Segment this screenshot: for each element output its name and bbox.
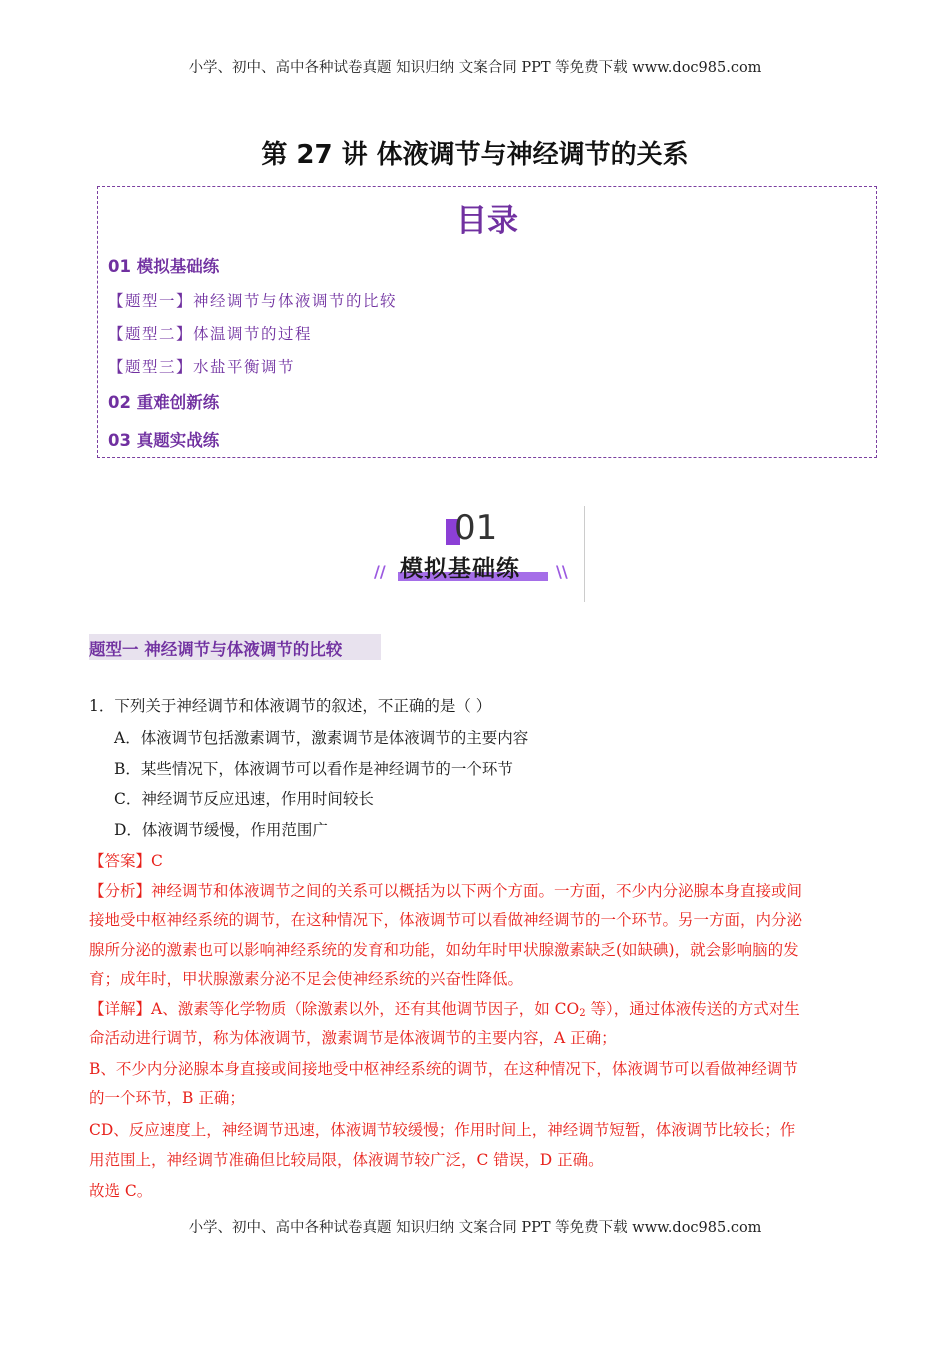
detail-line: CD、反应速度上，神经调节迅速，体液调节较缓慢；作用时间上，神经调节短暂，体液调节比较长；作 [89, 1121, 796, 1139]
detail-text: 等），通过体液传送的方式对生 [585, 1000, 800, 1018]
question-option: C．神经调节反应迅速，作用时间较长 [114, 790, 374, 808]
detail-line: 故选 C。 [89, 1182, 153, 1200]
detail-line: 命活动进行调节，称为体液调节，激素调节是体液调节的主要内容，A 正确； [89, 1029, 617, 1047]
analysis-line: 腺所分泌的激素也可以影响神经系统的发育和功能，如幼年时甲状腺激素缺乏(如缺碘)，就会影响脑的发 [89, 941, 799, 959]
section-heading: 题型一 神经调节与体液调节的比较 [89, 640, 343, 659]
toc-item[interactable]: 【题型二】体温调节的过程 [108, 325, 313, 343]
emblem-divider [584, 506, 585, 602]
toc-item[interactable]: 【题型一】神经调节与体液调节的比较 [108, 292, 398, 310]
table-of-contents [97, 186, 877, 458]
toc-item[interactable]: 【题型三】水盐平衡调节 [108, 358, 296, 376]
detail-line: B、不少内分泌腺本身直接或间接地受中枢神经系统的调节，在这种情况下，体液调节可以看做神经调节 [89, 1060, 798, 1078]
emblem-label: 模拟基础练 [400, 556, 520, 582]
detail-text: 【详解】A、激素等化学物质（除激素以外，还有其他调节因子，如 CO [89, 1000, 580, 1018]
question-stem: 1．下列关于神经调节和体液调节的叙述，不正确的是（ ） [89, 697, 492, 715]
question-option: D．体液调节缓慢，作用范围广 [114, 821, 328, 839]
emblem-slash-right: \\ [556, 562, 568, 581]
toc-item[interactable]: 01 模拟基础练 [108, 257, 220, 276]
detail-line: 用范围上，神经调节准确但比较局限，体液调节较广泛，C 错误，D 正确。 [89, 1151, 604, 1169]
emblem-number: 01 [454, 508, 498, 548]
toc-item[interactable]: 03 真题实战练 [108, 431, 220, 450]
analysis-line: 育；成年时，甲状腺激素分泌不足会使神经系统的兴奋性降低。 [89, 970, 524, 988]
toc-heading: 目录 [456, 203, 518, 239]
question-option: A．体液调节包括激素调节，激素调节是体液调节的主要内容 [114, 729, 529, 747]
detail-line [89, 997, 800, 1019]
answer-line: 【答案】C [89, 852, 163, 870]
header-banner: 小学、初中、高中各种试卷真题 知识归纳 文案合同 PPT 等免费下载 www.doc985.com [188, 60, 762, 76]
subscript: 2 [579, 1008, 586, 1019]
detail-line: 的一个环节，B 正确； [89, 1089, 245, 1107]
page-title: 第 27 讲 体液调节与神经调节的关系 [261, 140, 689, 170]
emblem-slash-left: // [374, 562, 386, 581]
question-option: B．某些情况下，体液调节可以看作是神经调节的一个环节 [114, 760, 513, 778]
analysis-line: 接地受中枢神经系统的调节，在这种情况下，体液调节可以看做神经调节的一个环节。另一方面，内分泌 [89, 911, 803, 929]
section-emblem [370, 506, 585, 602]
footer-banner: 小学、初中、高中各种试卷真题 知识归纳 文案合同 PPT 等免费下载 www.doc985.com [188, 1220, 762, 1236]
analysis-line: 【分析】神经调节和体液调节之间的关系可以概括为以下两个方面。一方面，不少内分泌腺本身直接或间 [89, 882, 803, 900]
toc-item[interactable]: 02 重难创新练 [108, 393, 220, 412]
